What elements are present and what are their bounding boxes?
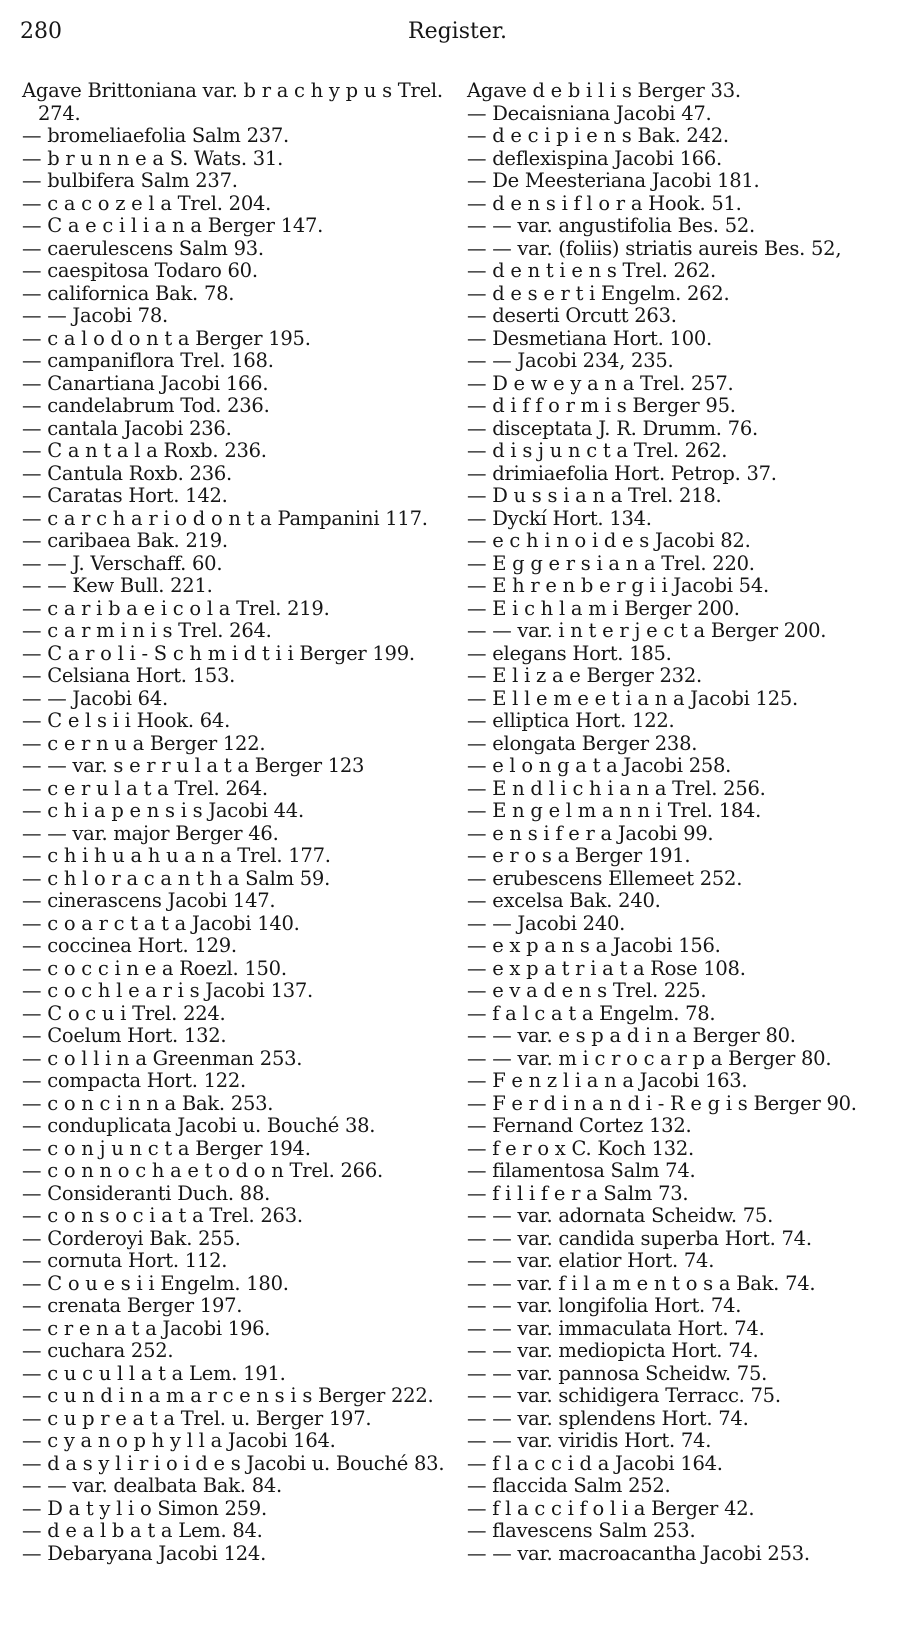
- index-entry: — — Kew Bull. 221.: [22, 574, 213, 597]
- index-entry: — elegans Hort. 185.: [467, 641, 672, 665]
- index-entry: — D e w e y a n a Trel. 257.: [467, 371, 734, 395]
- index-entry: — C e l s i i Hook. 64.: [22, 709, 231, 732]
- index-entry: — d e n s i f l o r a Hook. 51.: [467, 191, 742, 215]
- index-entry: — — var. dealbata Bak. 84.: [22, 1474, 282, 1497]
- index-entry: — f e r o x C. Koch 132.: [467, 1136, 695, 1160]
- index-entry: — c u p r e a t a Trel. u. Berger 197.: [22, 1406, 372, 1430]
- index-entry: — bulbifera Salm 237.: [22, 169, 238, 192]
- index-entry: — Coelum Hort. 132.: [22, 1024, 227, 1047]
- index-entry: — — var. m i c r o c a r p a Berger 80.: [467, 1046, 832, 1070]
- index-entry: — — var. i n t e r j e c t a Berger 200.: [467, 619, 827, 642]
- index-entry: — c o n c i n n a Bak. 253.: [22, 1091, 274, 1115]
- index-entry: — — var. longifolia Hort. 74.: [467, 1294, 742, 1317]
- index-entry: — Corderoyi Bak. 255.: [22, 1226, 241, 1250]
- index-entry: — — var. e s p a d i n a Berger 80.: [467, 1024, 796, 1047]
- page-title: Register.: [408, 19, 507, 44]
- index-entry: — F e r d i n a n d i - R e g i s Berger 90.: [467, 1091, 857, 1115]
- index-entry: — Dyckí Hort. 134.: [467, 506, 652, 530]
- index-entry: — b r u n n e a S. Wats. 31.: [22, 146, 284, 170]
- index-entry: — excelsa Bak. 240.: [467, 889, 661, 912]
- index-entry: — C a e c i l i a n a Berger 147.: [22, 214, 324, 237]
- index-entry: — erubescens Ellemeet 252.: [467, 866, 743, 890]
- index-entry: — c o n s o c i a t a Trel. 263.: [22, 1204, 303, 1227]
- index-entry: — E l i z a e Berger 232.: [467, 664, 702, 687]
- index-entry: — deflexispina Jacobi 166.: [467, 146, 722, 170]
- index-entry: — cornuta Hort. 112.: [22, 1249, 228, 1272]
- index-entry: — c o n j u n c t a Berger 194.: [22, 1136, 311, 1160]
- index-entry: — disceptata J. R. Drumm. 76.: [467, 416, 758, 440]
- index-entry: — — Jacobi 234, 235.: [467, 349, 674, 372]
- index-entry: — Cantula Roxb. 236.: [22, 461, 232, 485]
- index-entry: — — Jacobi 240.: [467, 911, 626, 935]
- index-entry: — — var. candida superba Hort. 74.: [467, 1226, 812, 1250]
- index-entry: — — var. major Berger 46.: [22, 821, 279, 845]
- index-entry: — flaccida Salm 252.: [467, 1474, 671, 1497]
- index-entry: — d i f f o r m i s Berger 95.: [467, 394, 736, 417]
- index-entry: — conduplicata Jacobi u. Bouché 38.: [22, 1114, 376, 1137]
- index-entry: — crenata Berger 197.: [22, 1294, 243, 1317]
- index-entry: — caribaea Bak. 219.: [22, 529, 228, 552]
- index-entry: — E l l e m e e t i a n a Jacobi 125.: [467, 686, 798, 710]
- index-entry: — Celsiana Hort. 153.: [22, 664, 236, 687]
- index-entry: — f a l c a t a Engelm. 78.: [467, 1001, 716, 1025]
- index-entry: — compacta Hort. 122.: [22, 1069, 247, 1092]
- index-entry: — cantala Jacobi 236.: [22, 416, 232, 440]
- index-entry: — deserti Orcutt 263.: [467, 304, 677, 327]
- index-entry: — F e n z l i a n a Jacobi 163.: [467, 1069, 748, 1092]
- index-entry: — c e r u l a t a Trel. 264.: [22, 776, 268, 800]
- index-entry: — — Jacobi 64.: [22, 686, 168, 710]
- index-entry: — Fernand Cortez 132.: [467, 1114, 692, 1137]
- index-entry: — bromeliaefolia Salm 237.: [22, 124, 289, 147]
- index-entry: — — var. pannosa Scheidw. 75.: [467, 1361, 768, 1385]
- index-entry: — — J. Verschaff. 60.: [22, 551, 223, 575]
- index-entry: — — var. schidigera Terracc. 75.: [467, 1384, 781, 1407]
- index-entry: — — var. mediopicta Hort. 74.: [467, 1339, 759, 1362]
- index-entry: — Desmetiana Hort. 100.: [467, 326, 712, 350]
- index-entry: — — var. s e r r u l a t a Berger 123: [22, 754, 365, 777]
- index-entry: — filamentosa Salm 74.: [467, 1159, 696, 1182]
- index-entry: — c u c u l l a t a Lem. 191.: [22, 1361, 286, 1385]
- index-entry: — f i l i f e r a Salm 73.: [467, 1181, 689, 1205]
- index-entry: — cinerascens Jacobi 147.: [22, 889, 276, 912]
- index-entry: — caerulescens Salm 93.: [22, 236, 264, 260]
- index-entry: — D a t y l i o Simon 259.: [22, 1496, 267, 1520]
- index-entry: — E n g e l m a n n i Trel. 184.: [467, 799, 762, 822]
- index-entry: — c e r n u a Berger 122.: [22, 731, 266, 755]
- index-entry: — e n s i f e r a Jacobi 99.: [467, 821, 714, 845]
- index-entry: — drimiaefolia Hort. Petrop. 37.: [467, 461, 777, 485]
- index-entry: — c a r c h a r i o d o n t a Pampanini 117.: [22, 506, 428, 530]
- index-entry: — De Meesteriana Jacobi 181.: [467, 169, 760, 192]
- index-entry: — Canartiana Jacobi 166.: [22, 371, 269, 395]
- index-entry: — C a n t a l a Roxb. 236.: [22, 439, 267, 462]
- index-entry: — Consideranti Duch. 88.: [22, 1181, 271, 1205]
- index-entry: — — var. f i l a m e n t o s a Bak. 74.: [467, 1271, 816, 1295]
- index-entry: — — var. angustifolia Bes. 52.: [467, 214, 755, 237]
- index-entry: — — var. immaculata Hort. 74.: [467, 1316, 765, 1340]
- index-entry: — caespitosa Todaro 60.: [22, 259, 258, 282]
- index-entry: — c a c o z e l a Trel. 204.: [22, 191, 272, 215]
- index-entry: — e v a d e n s Trel. 225.: [467, 979, 707, 1002]
- index-entry: — C o c u i Trel. 224.: [22, 1001, 226, 1025]
- index-entry: — — var. (foliis) striatis aureis Bes. 52,: [467, 236, 842, 260]
- index-entry: — d e c i p i e n s Bak. 242.: [467, 124, 729, 147]
- left-column: [22, 80, 452, 1565]
- index-entry: — e c h i n o i d e s Jacobi 82.: [467, 529, 751, 552]
- index-entry: — c o c h l e a r i s Jacobi 137.: [22, 979, 313, 1002]
- index-entry: — c o n n o c h a e t o d o n Trel. 266.: [22, 1159, 383, 1182]
- index-entry: — e x p a t r i a t a Rose 108.: [467, 956, 746, 980]
- index-entry: — c o l l i n a Greenman 253.: [22, 1046, 303, 1070]
- index-entry: — c h i a p e n s i s Jacobi 44.: [22, 799, 304, 822]
- index-entry: — d i s j u n c t a Trel. 262.: [467, 439, 728, 462]
- index-entry: — Caratas Hort. 142.: [22, 484, 228, 507]
- index-entry: — candelabrum Tod. 236.: [22, 394, 270, 417]
- index-entry: — f l a c c i d a Jacobi 164.: [467, 1451, 723, 1475]
- index-entry: — c a r i b a e i c o l a Trel. 219.: [22, 596, 330, 620]
- index-entry: — C a r o l i - S c h m i d t i i Berger 199.: [22, 641, 415, 665]
- index-entry: Agave Brittoniana var. b r a c h y p u s Trel.: [22, 79, 443, 102]
- index-entry: — E g g e r s i a n a Trel. 220.: [467, 551, 755, 575]
- index-entry: — e r o s a Berger 191.: [467, 844, 691, 867]
- index-entry: — campaniflora Trel. 168.: [22, 349, 274, 372]
- index-entry: — d a s y l i r i o i d e s Jacobi u. Bouché 83.: [22, 1451, 445, 1475]
- index-entry: — cuchara 252.: [22, 1339, 174, 1362]
- index-entry: — elliptica Hort. 122.: [467, 709, 675, 732]
- index-entry: — c o c c i n e a Roezl. 150.: [22, 956, 287, 980]
- index-entry: — — var. macroacantha Jacobi 253.: [467, 1541, 810, 1565]
- index-entry: — c a l o d o n t a Berger 195.: [22, 326, 311, 350]
- index-entry: — D u s s i a n a Trel. 218.: [467, 484, 722, 507]
- index-entry: — c o a r c t a t a Jacobi 140.: [22, 911, 300, 935]
- index-entry: — — var. splendens Hort. 74.: [467, 1406, 749, 1430]
- index-entry: — d e a l b a t a Lem. 84.: [22, 1519, 263, 1542]
- index-entry: — c h l o r a c a n t h a Salm 59.: [22, 866, 331, 890]
- index-entry: — californica Bak. 78.: [22, 281, 235, 305]
- index-entry: 274.: [38, 101, 81, 125]
- index-entry: — c u n d i n a m a r c e n s i s Berger 222.: [22, 1384, 434, 1407]
- index-entry: — coccinea Hort. 129.: [22, 934, 237, 957]
- index-entry: — — var. adornata Scheidw. 75.: [467, 1204, 774, 1227]
- index-entry: — Debaryana Jacobi 124.: [22, 1541, 267, 1565]
- index-entry: — — var. viridis Hort. 74.: [467, 1429, 712, 1452]
- index-entry: — c y a n o p h y l l a Jacobi 164.: [22, 1429, 336, 1452]
- index-entry: — — Jacobi 78.: [22, 304, 168, 327]
- index-entry: — c r e n a t a Jacobi 196.: [22, 1316, 271, 1340]
- index-entry: — f l a c c i f o l i a Berger 42.: [467, 1496, 755, 1520]
- index-entry: — e l o n g a t a Jacobi 258.: [467, 754, 732, 777]
- page-number: 280: [20, 19, 62, 44]
- index-entry: — c a r m i n i s Trel. 264.: [22, 619, 272, 642]
- index-entry: — Decaisniana Jacobi 47.: [467, 101, 712, 125]
- index-entry: — elongata Berger 238.: [467, 731, 698, 755]
- index-entry: — flavescens Salm 253.: [467, 1519, 696, 1542]
- index-entry: — — var. elatior Hort. 74.: [467, 1249, 715, 1272]
- index-entry: — E h r e n b e r g i i Jacobi 54.: [467, 574, 769, 597]
- index-entry: — e x p a n s a Jacobi 156.: [467, 934, 721, 957]
- index-entry: — C o u e s i i Engelm. 180.: [22, 1271, 289, 1295]
- index-entry: — c h i h u a h u a n a Trel. 177.: [22, 844, 331, 867]
- index-entry: — d e n t i e n s Trel. 262.: [467, 259, 716, 282]
- index-entry: — E n d l i c h i a n a Trel. 256.: [467, 776, 766, 800]
- index-entry: Agave d e b i l i s Berger 33.: [467, 79, 741, 102]
- index-entry: — E i c h l a m i Berger 200.: [467, 596, 740, 620]
- right-column: [467, 80, 907, 1565]
- index-entry: — d e s e r t i Engelm. 262.: [467, 281, 730, 305]
